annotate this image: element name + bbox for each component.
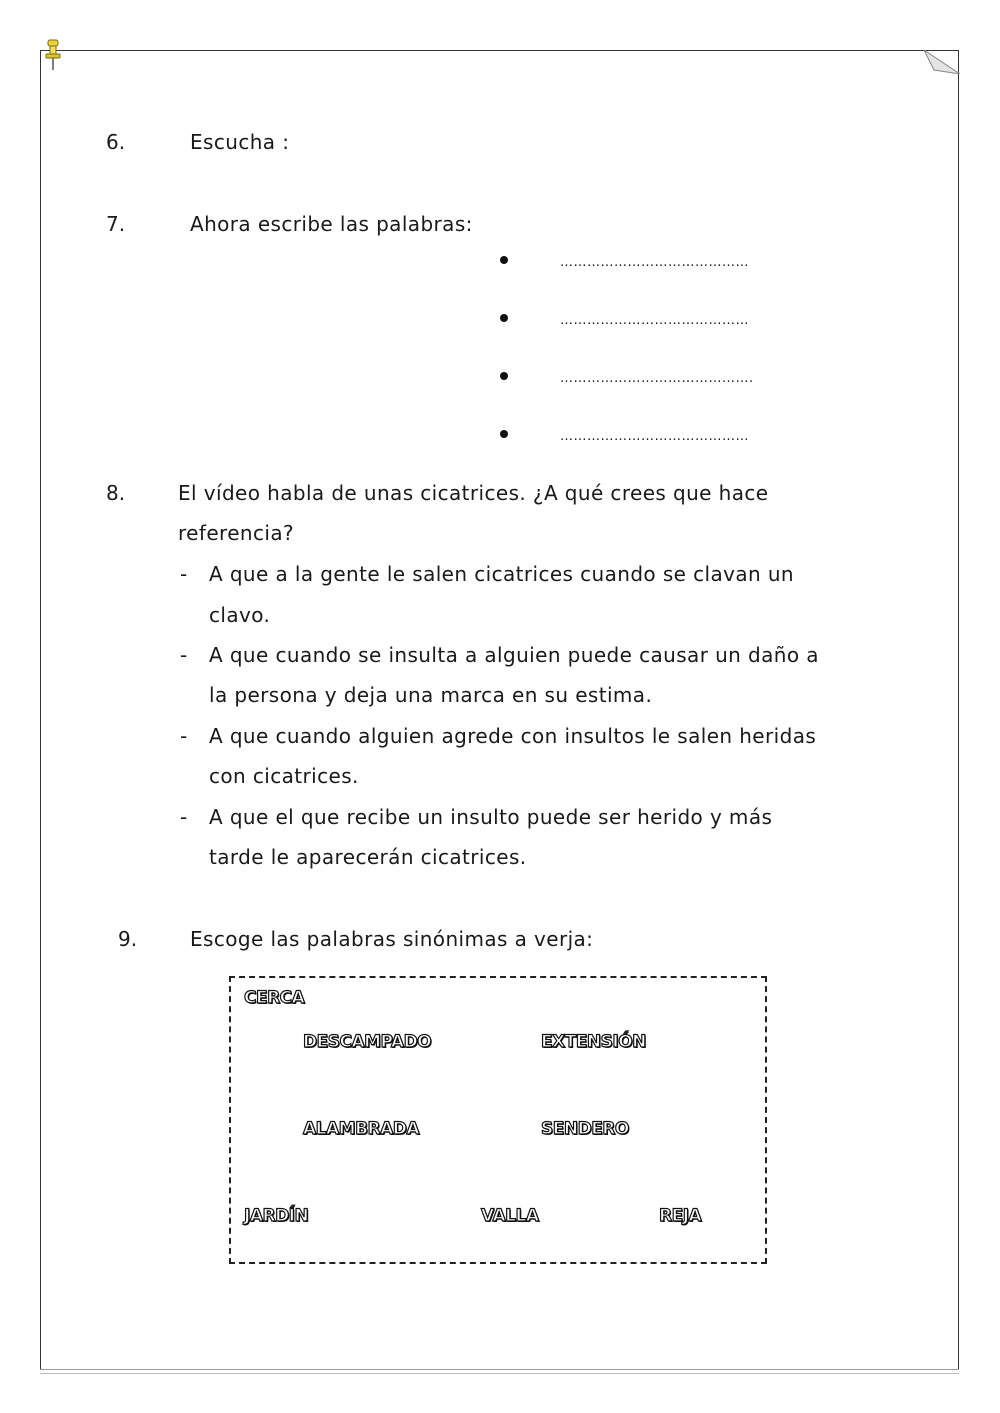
word-option-jardin[interactable]: JARDÍN <box>244 1206 309 1226</box>
question-7-number: 7. <box>106 212 126 236</box>
option-4-line1[interactable]: A que el que recibe un insulto puede ser herido y más <box>209 805 773 829</box>
word-option-sendero[interactable]: SENDERO <box>541 1119 629 1139</box>
question-7-text: Ahora escribe las palabras: <box>190 212 473 236</box>
bullet-icon <box>500 314 508 322</box>
option-4-line2[interactable]: tarde le aparecerán cicatrices. <box>209 845 527 869</box>
word-option-extension[interactable]: EXTENSIÓN <box>541 1032 646 1052</box>
question-9-number: 9. <box>118 927 138 951</box>
word-option-alambrada[interactable]: ALAMBRADA <box>303 1119 420 1139</box>
question-8-text-line1: El vídeo habla de unas cicatrices. ¿A qué crees que hace <box>178 481 769 505</box>
word-choice-box <box>229 976 767 1264</box>
bullet-icon <box>500 256 508 264</box>
question-8-text-line2: referencia? <box>178 521 295 545</box>
answer-blank-4[interactable]: …………………………………… <box>560 429 749 444</box>
option-dash: - <box>180 805 188 829</box>
option-1-line1[interactable]: A que a la gente le salen cicatrices cuando se clavan un <box>209 562 794 586</box>
bullet-icon <box>500 372 508 380</box>
option-dash: - <box>180 562 188 586</box>
option-2-line2[interactable]: la persona y deja una marca en su estima. <box>209 683 653 707</box>
question-6-text: Escucha : <box>190 130 290 154</box>
option-dash: - <box>180 643 188 667</box>
question-6-number: 6. <box>106 130 126 154</box>
bullet-icon <box>500 430 508 438</box>
pushpin-icon <box>44 38 62 72</box>
answer-blank-3[interactable]: ……………………………………. <box>560 371 754 386</box>
word-option-descampado[interactable]: DESCAMPADO <box>303 1032 432 1052</box>
word-option-valla[interactable]: VALLA <box>481 1206 539 1226</box>
answer-blank-1[interactable]: …………………………………… <box>560 255 749 270</box>
option-3-line1[interactable]: A que cuando alguien agrede con insultos le salen heridas <box>209 724 817 748</box>
option-dash: - <box>180 724 188 748</box>
word-option-cerca[interactable]: CERCA <box>244 988 305 1008</box>
question-9-text: Escoge las palabras sinónimas a verja: <box>190 927 594 951</box>
option-1-line2[interactable]: clavo. <box>209 603 271 627</box>
answer-blank-2[interactable]: …………………………………… <box>560 313 749 328</box>
question-8-number: 8. <box>106 481 126 505</box>
option-2-line1[interactable]: A que cuando se insulta a alguien puede causar un daño a <box>209 643 819 667</box>
word-option-reja[interactable]: REJA <box>659 1206 702 1226</box>
page-bottom-edge <box>40 1369 959 1374</box>
option-3-line2[interactable]: con cicatrices. <box>209 764 359 788</box>
page-curl-icon <box>924 50 960 74</box>
